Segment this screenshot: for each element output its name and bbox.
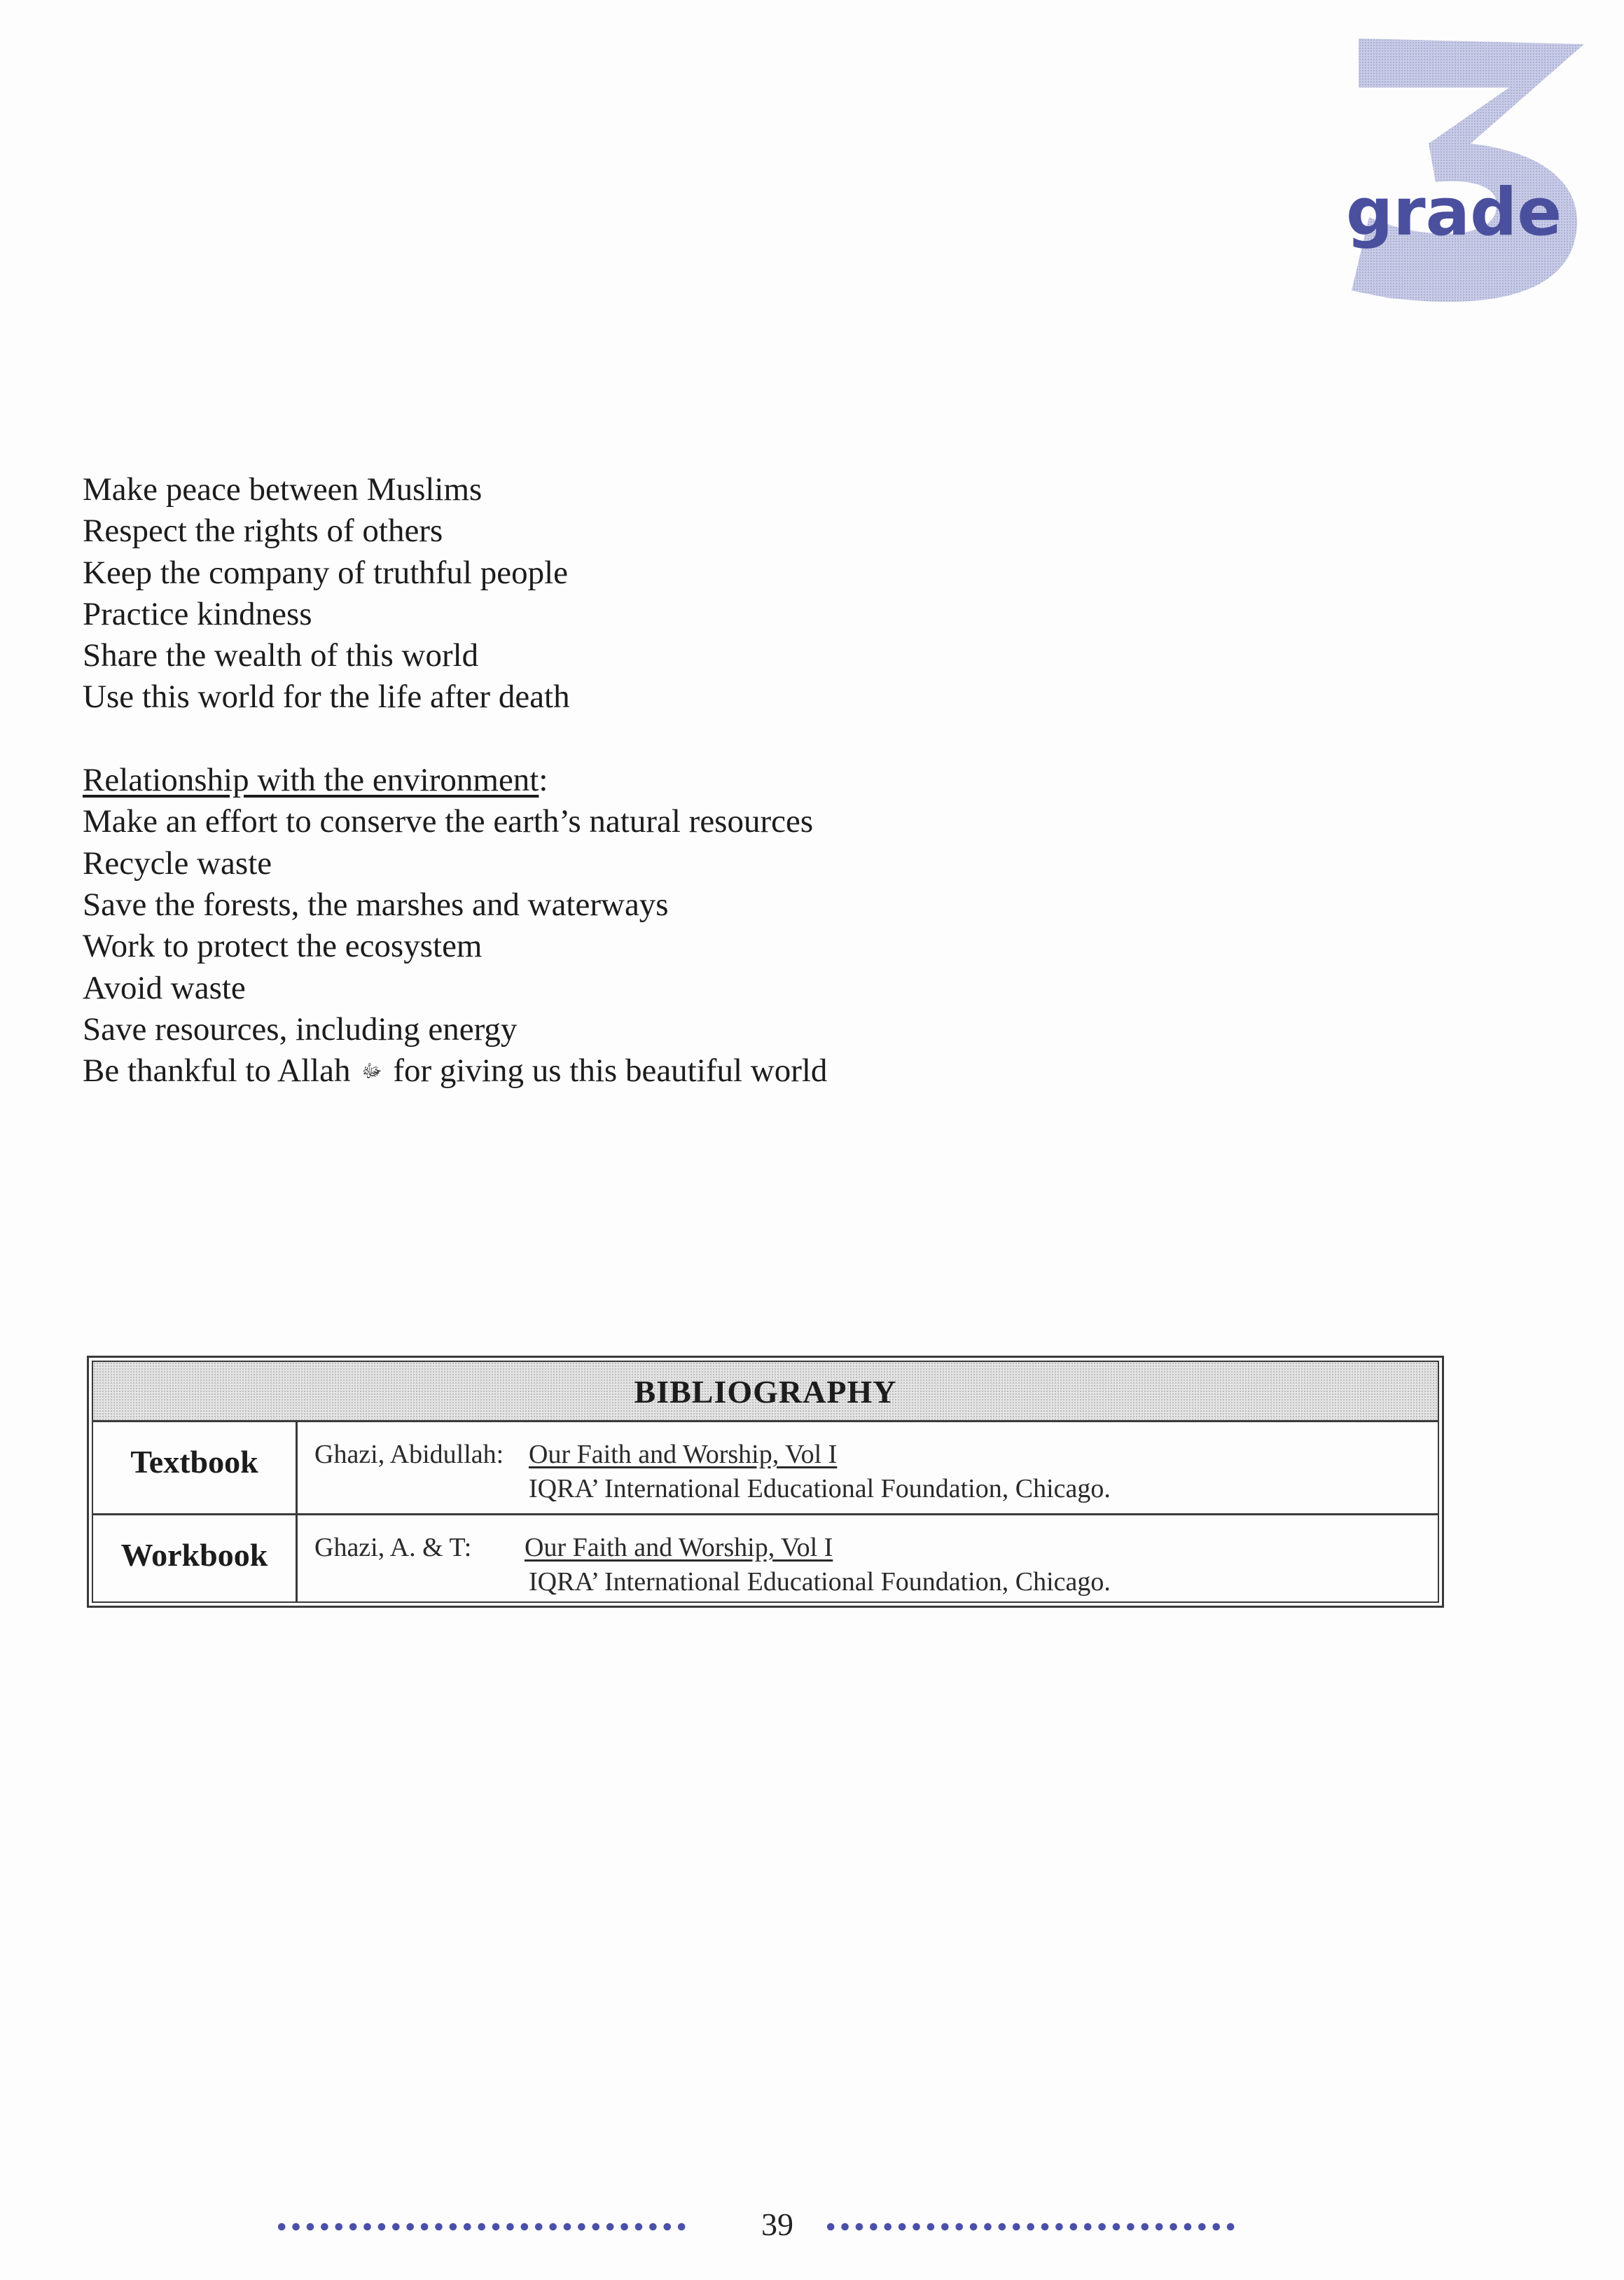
- intro-line: Practice kindness: [83, 595, 312, 632]
- environment-line: Recycle waste: [83, 844, 272, 882]
- environment-line: Work to protect the ecosystem: [83, 928, 483, 965]
- bibliography-book-title: Our Faith and Worship, Vol I: [525, 1533, 833, 1562]
- environment-line-last: [83, 1050, 827, 1092]
- bibliography-title: BIBLIOGRAPHY: [93, 1362, 1438, 1422]
- environment-line: Save the forests, the marshes and waterways: [83, 886, 669, 923]
- grade-label: grade: [1346, 174, 1562, 251]
- bibliography-author: Ghazi, A. & T:: [314, 1533, 472, 1562]
- bibliography-author: Ghazi, Abidullah:: [314, 1440, 504, 1469]
- last-line-after: for giving us this beautiful world: [393, 1052, 828, 1090]
- grade-badge: [1331, 39, 1590, 305]
- page-footer: [0, 2206, 1624, 2248]
- bibliography-publisher: IQRA’ International Educational Foundation, Chicago.: [529, 1567, 1111, 1597]
- bibliography-entry: [298, 1515, 1438, 1603]
- environment-heading: Relationship with the environment:: [83, 762, 548, 799]
- footer-dots-right: [824, 2223, 1237, 2231]
- last-line-before: Be thankful to Allah: [83, 1052, 351, 1090]
- bibliography-entry: [298, 1422, 1438, 1513]
- bibliography-inner: [92, 1361, 1439, 1603]
- honorific-mark: ﷻ: [361, 1061, 382, 1082]
- page-number: 39: [761, 2206, 793, 2242]
- environment-heading-text: Relationship with the environment: [83, 762, 539, 799]
- grade-3-logo: [1331, 39, 1590, 305]
- bibliography-publisher: IQRA’ International Educational Foundation, Chicago.: [529, 1474, 1111, 1503]
- intro-line: Make peace between Muslims: [83, 471, 483, 508]
- intro-line: Share the wealth of this world: [83, 637, 479, 674]
- bibliography-book-title: Our Faith and Worship, Vol I: [529, 1440, 838, 1469]
- footer-dots-left: [275, 2223, 688, 2231]
- bibliography-table: [87, 1356, 1444, 1608]
- intro-line: Use this world for the life after death: [83, 679, 570, 716]
- environment-line: Save resources, including energy: [83, 1010, 518, 1048]
- spacer: [83, 718, 827, 760]
- environment-line: Make an effort to conserve the earth’s natural resources: [83, 803, 814, 840]
- environment-line: Avoid waste: [83, 969, 246, 1006]
- bibliography-row: [93, 1422, 1438, 1513]
- intro-line: Keep the company of truthful people: [83, 554, 569, 591]
- bibliography-label: Workbook: [93, 1515, 298, 1603]
- content-lines: [83, 469, 827, 1092]
- bibliography-label: Textbook: [93, 1422, 298, 1513]
- bibliography-row: [93, 1513, 1438, 1603]
- intro-line: Respect the rights of others: [83, 513, 443, 550]
